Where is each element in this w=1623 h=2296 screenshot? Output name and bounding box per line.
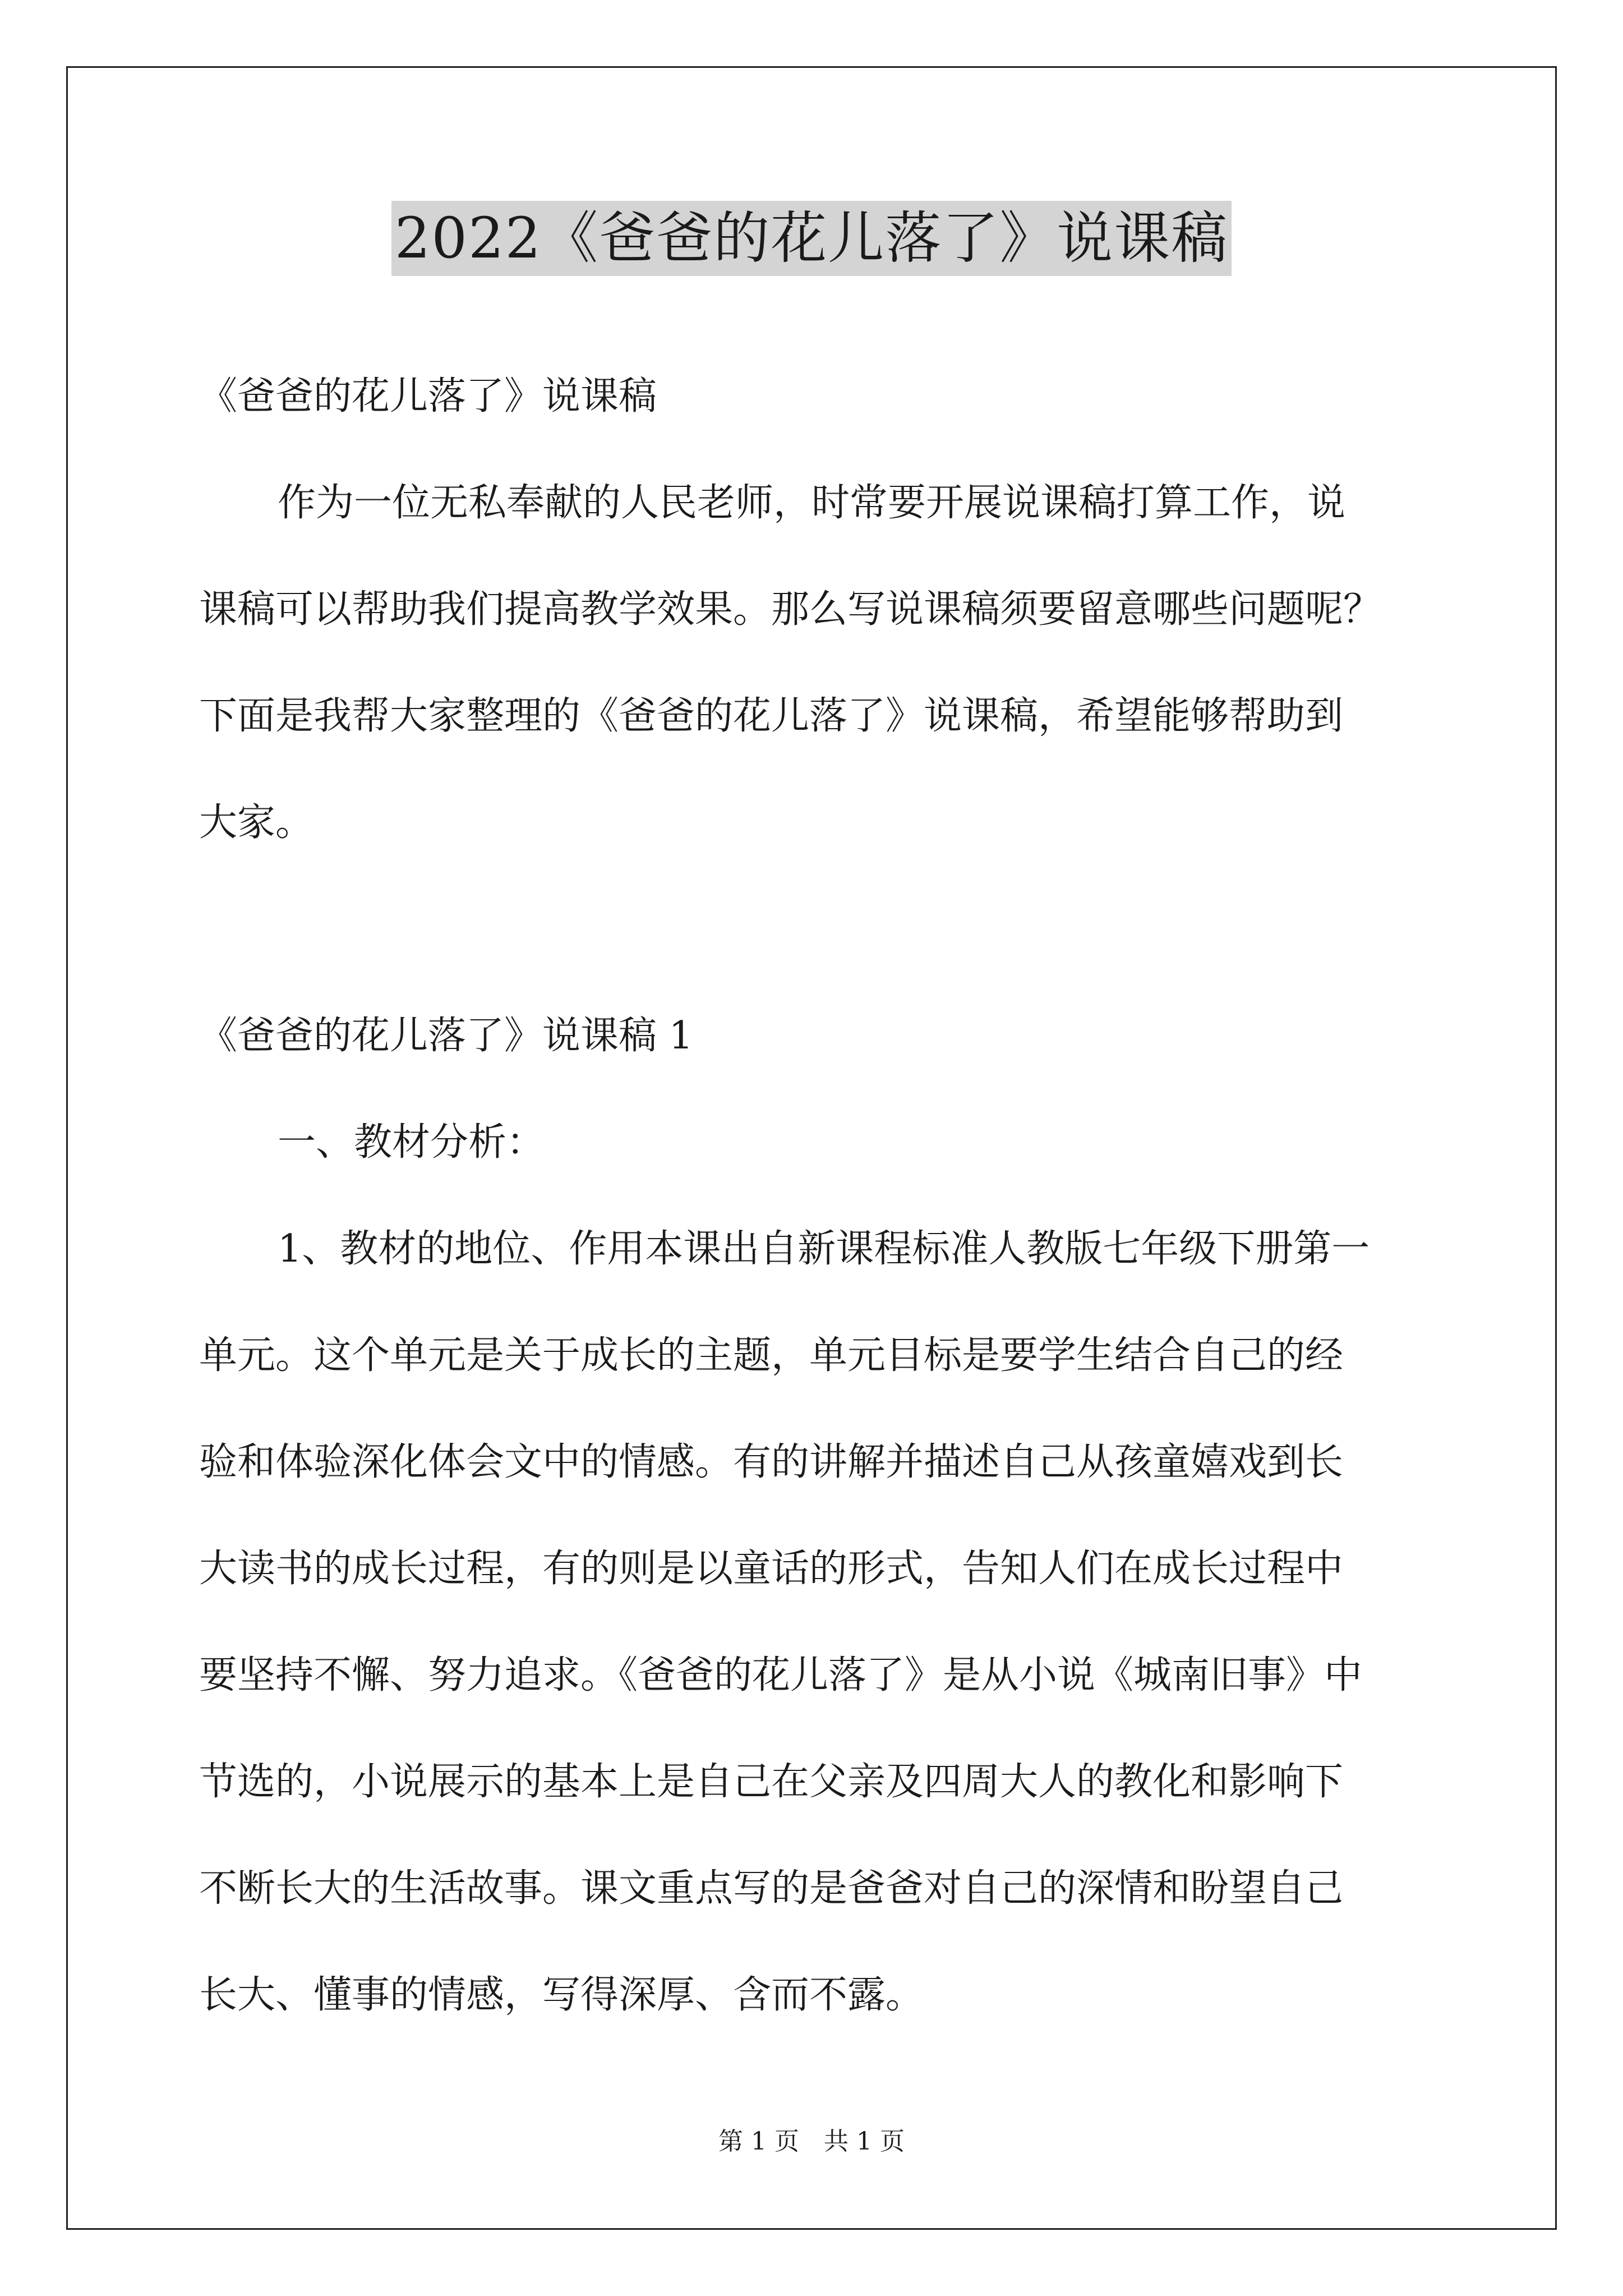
subtitle: 《爸爸的花儿落了》说课稿 <box>199 374 657 418</box>
body-line-5: 要坚持不懈、努力追求。《爸爸的花儿落了》是从小说《城南旧事》中 <box>199 1653 1363 1697</box>
body-line-1: 1、教材的地位、作用本课出自新课程标准人教版七年级下册第一 <box>278 1227 1370 1271</box>
body-line-8: 长大、懂事的情感，写得深厚、含而不露。 <box>199 1973 924 2017</box>
body-line-4: 大读书的成长过程，有的则是以童话的形式，告知人们在成长过程中 <box>199 1547 1344 1591</box>
document-title: 2022《爸爸的花儿落了》说课稿 <box>391 201 1232 276</box>
body-line-6: 节选的，小说展示的基本上是自己在父亲及四周大人的教化和影响下 <box>199 1760 1344 1804</box>
intro-line-4: 大家。 <box>199 800 314 845</box>
body-line-2: 单元。这个单元是关于成长的主题，单元目标是要学生结合自己的经 <box>199 1333 1344 1378</box>
part-heading: 一、教材分析： <box>278 1120 545 1165</box>
page-footer: 第 1 页 共 1 页 <box>718 2127 905 2156</box>
intro-line-1: 作为一位无私奉献的人民老师，时常要开展说课稿打算工作，说 <box>278 481 1346 525</box>
body-line-3: 验和体验深化体会文中的情感。有的讲解并描述自己从孩童嬉戏到长 <box>199 1440 1344 1484</box>
paragraph-spacer <box>199 876 1433 983</box>
section-heading: 《爸爸的花儿落了》说课稿 1 <box>199 1014 693 1058</box>
document-body <box>199 343 1433 2049</box>
intro-line-3: 下面是我帮大家整理的《爸爸的花儿落了》说课稿，希望能够帮助到 <box>199 694 1344 738</box>
intro-line-2: 课稿可以帮助我们提高教学效果。那么写说课稿须要留意哪些问题呢？ <box>199 587 1382 632</box>
title-container <box>0 201 1623 276</box>
body-line-7: 不断长大的生活故事。课文重点写的是爸爸对自己的深情和盼望自己 <box>199 1866 1344 1911</box>
